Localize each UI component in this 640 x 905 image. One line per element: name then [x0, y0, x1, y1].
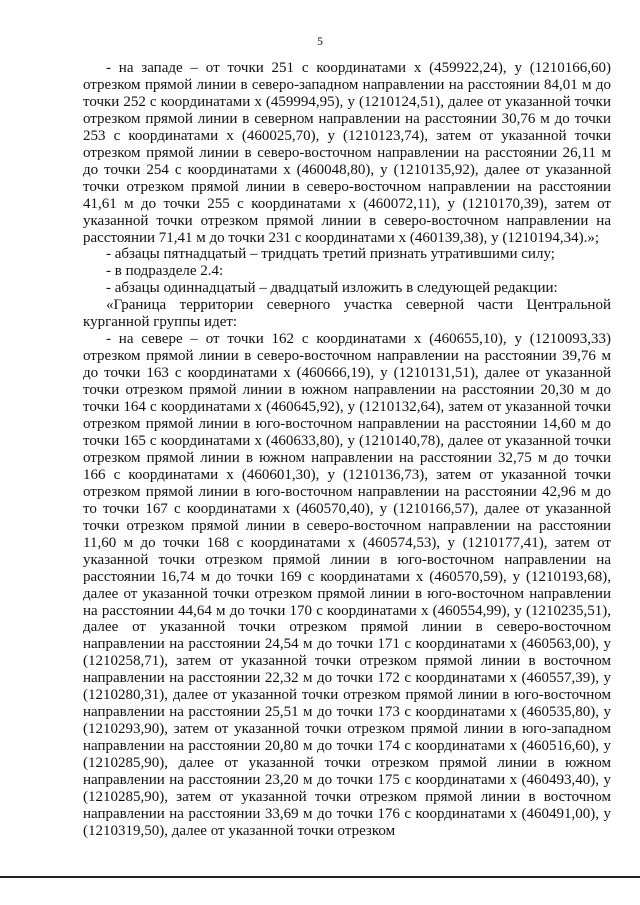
paragraph-subsection-ref: - в подразделе 2.4:	[106, 263, 224, 280]
paragraph-west-boundary: - на западе – от точки 251 с координатами x (459922,24), y (1210166,60) отрезком прямой линии в северо-западном направлении на расстоянии 84,01 м до точки 252 с координатами x (459994,95), y (1210124,51), далее от указанной точки отрезком прямой линии в северном направлении на расстоянии 30,76 м до точки 253 с координатами x (460025,70), y (1210123,74), затем от указанной точки отрезком прямой линии в северо-восточном направлении на расстоянии 26,11 м до точки 254 с координатами x (460048,80), y (1210135,92), далее от указанной точки отрезком прямой линии в северо-восточном направлении на расстоянии 41,61 м до точки 255 с координатами x (460072,11), y (1210170,39), затем от указанной точки отрезком прямой линии в северо-восточном направлении на расстоянии 71,41 м до точки 231 с координатами x (460139,38), y (1210194,34).»;	[83, 60, 611, 246]
paragraph-repeal-clause: - абзацы пятнадцатый – тридцать третий признать утратившими силу;	[106, 246, 555, 263]
paragraph-boundary-intro: «Граница территории северного участка северной части Центральной курганной группы идет:	[83, 297, 611, 331]
bottom-divider	[0, 876, 640, 878]
document-body	[83, 60, 611, 840]
paragraph-amendment-clause: - абзацы одиннадцатый – двадцатый изложить в следующей редакции:	[106, 280, 558, 297]
page-number: 5	[317, 36, 323, 48]
paragraph-north-boundary: - на севере – от точки 162 с координатами x (460655,10), y (1210093,33) отрезком прямой линии в северо-восточном направлении на расстоянии 39,76 м до точки 163 с координатами x (460666,19), y (1210131,51), далее от указанной точки отрезком прямой линии в южном направлении на расстоянии 20,30 м до точки 164 с координатами x (460645,92), y (1210132,64), затем от указанной точки отрезком прямой линии в юго-восточном направлении на расстоянии 14,60 м до точки 165 с координатами x (460633,80), y (1210140,78), далее от указанной точки отрезком прямой линии в южном направлении на расстоянии 32,75 м до точки 166 с координатами x (460601,30), y (1210136,73), затем от указанной точки отрезком прямой линии в юго-восточном направлении на расстоянии 42,96 м до то точки 167 с координатами x (460570,40), y (1210166,57), далее от указанной точки отрезком прямой линии в северо-восточном направлении на расстоянии 11,60 м до точки 168 с координатами x (460574,53), y (1210177,41), затем от указанной точки отрезком прямой линии в юго-восточном направлении на расстоянии 16,74 м до точки 169 с координатами x (460570,59), y (1210193,68), далее от указанной точки отрезком прямой линии в юго-восточном направлении на расстоянии 44,64 м до точки 170 с координатами x (460554,99), y (1210235,51), далее от указанной точки отрезком прямой линии в северо-восточном направлении на расстоянии 24,54 м до точки 171 с координатами x (460563,00), y (1210258,71), затем от указанной точки отрезком прямой линии в восточном направлении на расстоянии 22,32 м до точки 172 с координатами x (460557,39), y (1210280,31), далее от указанной точки отрезком прямой линии в юго-восточном направлении на расстоянии 25,51 м до точки 173 с координатами x (460535,80), y (1210293,90), затем от указанной точки отрезком прямой линии в юго-западном направлении на расстоянии 20,80 м до точки 174 с координатами x (460516,60), y (1210285,90), далее от указанной точки отрезком прямой линии в южном направлении на расстоянии 23,20 м до точки 175 с координатами x (460493,40), y (1210285,90), затем от указанной точки отрезком прямой линии в восточном направлении на расстоянии 33,69 м до точки 176 с координатами x (460491,00), y (1210319,50), далее от указанной точки отрезком	[83, 331, 611, 839]
